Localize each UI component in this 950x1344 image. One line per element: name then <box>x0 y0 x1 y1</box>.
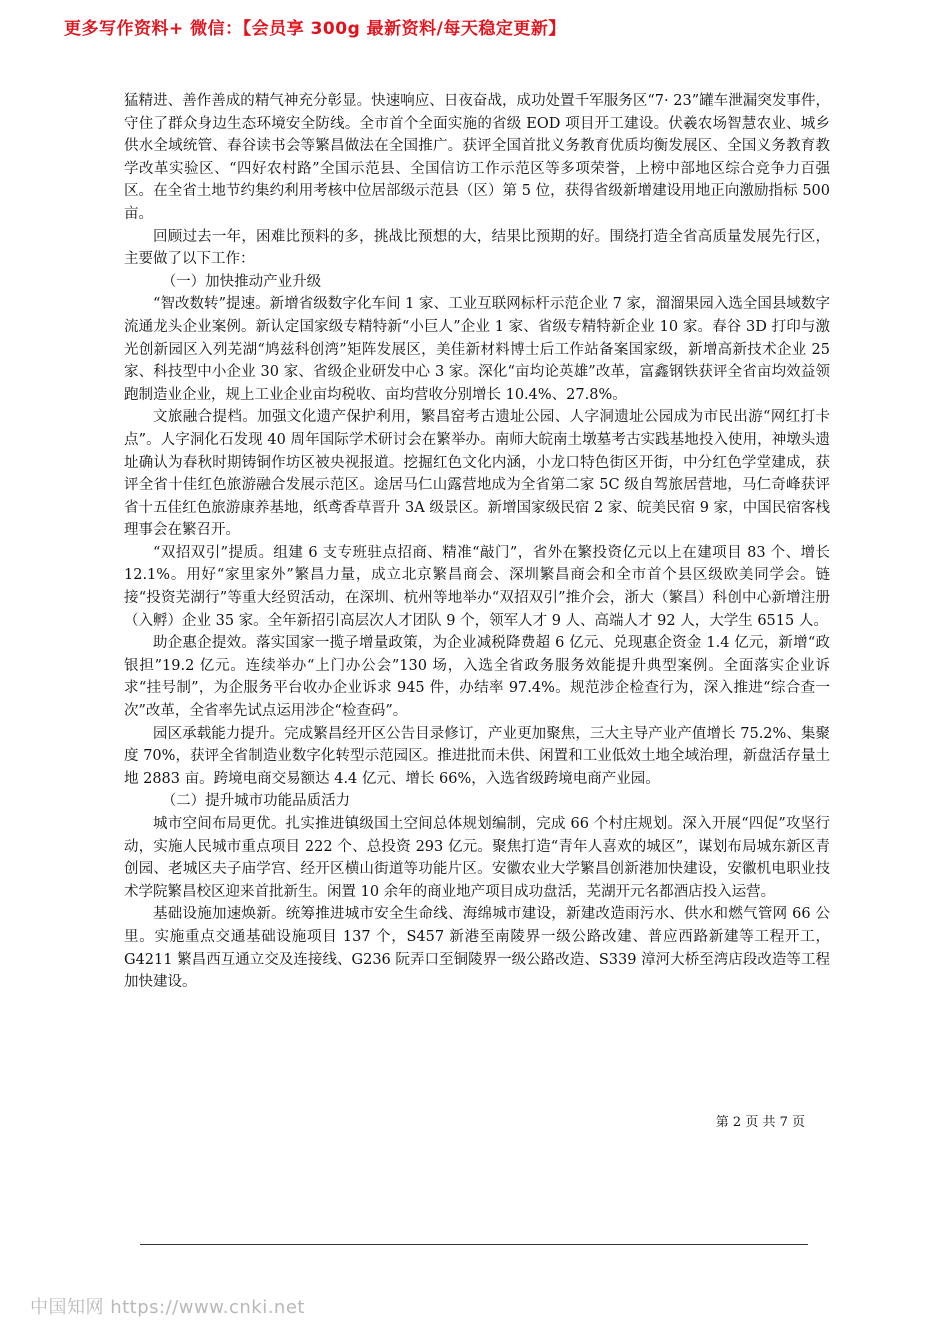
body-paragraph: 城市空间布局更优。扎实推进镇级国土空间总体规划编制，完成 66 个村庄规划。深入开展“四促”攻坚行动，实施人民城市重点项目 222 个、总投资 293 亿元。聚焦打造“青年人喜欢的城区”，谋划布局城东新区青创园、老城区夫子庙学宫、经开区横山街道等功能片区。安徽农业大学繁昌创新港加快建设，安徽机电职业技术学院繁昌校区迎来首批新生。闲置 10 余年的商业地产项目成功盘活，芜湖开元名都酒店投入运营。 <box>124 816 830 900</box>
body-paragraph: 文旅融合提档。加强文化遗产保护利用，繁昌窑考古遗址公园、人字洞遗址公园成为市民出游“网红打卡点”。人字洞化石发现 40 周年国际学术研讨会在繁举办。南师大皖南土墩墓考古实践基地投入使用，神墩头遗址确认为春秋时期铸铜作坊区被央视报道。挖掘红色文化内涵，小龙口特色街区开街，中分红色学堂建成，获评全省十佳红色旅游融合发展示范区。途居马仁山露营地成为全省第二家 5C 级自驾旅居营地，马仁奇峰获评省十五佳红色旅游康养基地，纸鸢香草晋升 3A 级景区。新增国家级民宿 2 家、皖美民宿 9 家，中国民宿客栈理事会在繁召开。 <box>124 409 830 539</box>
body-paragraph: 园区承载能力提升。完成繁昌经开区公告目录修订，产业更加聚焦，三大主导产业产值增长 75.2%、集聚度 70%，获评全省制造业数字化转型示范园区。推进批而未供、闲置和工业低效土地全域治理，新盘活存量土地 2883 亩。跨境电商交易额达 4.4 亿元、增长 66%，入选省级跨境电商产业园。 <box>124 725 830 787</box>
body-paragraph: 回顾过去一年，困难比预料的多，挑战比预想的大，结果比预期的好。围绕打造全省高质量发展先行区，主要做了以下工作： <box>124 228 830 268</box>
body-paragraph: 基础设施加速焕新。统筹推进城市安全生命线、海绵城市建设，新建改造雨污水、供水和燃气管网 66 公里。实施重点交通基础设施项目 137 个，S457 新港至南陵界一级公路改建、普应西路新建等工程开工，G4211 繁昌西互通立交及连接线、G236 阮弄口至铜陵界一级公路改造、S339 漳河大桥至湾店段改造等工程加快建设。 <box>124 906 830 991</box>
section-heading: （二）提升城市功能品质活力 <box>161 793 351 810</box>
body-paragraph: “智改数转”提速。新增省级数字化车间 1 家、工业互联网标杆示范企业 7 家，溜溜果园入选全国县域数字流通龙头企业案例。新认定国家级专精特新“小巨人”企业 1 家、省级专精特新企业 10 家。春谷 3D 打印与激光创新园区入列芜湖“鸠兹科创湾”矩阵发展区，美佳新材料博士后工作站备案国家级，新增高新技术企业 25 家、科技型中小企业 30 家、省级企业研发中心 3 家。深化“亩均论英雄”改革，富鑫钢铁获评全省亩均效益领跑制造业企业，规上工业企业亩均税收、亩均营收分别增长 10.4%、27.8%。 <box>124 296 830 403</box>
document-body <box>124 90 830 994</box>
page-number: 第 2 页 共 7 页 <box>715 1115 805 1130</box>
footer-divider <box>140 1244 808 1245</box>
section-heading: （一）加快推动产业升级 <box>161 273 322 290</box>
body-paragraph: 猛精进、善作善成的精气神充分彰显。快速响应、日夜奋战，成功处置千军服务区“7· 23”罐车泄漏突发事件，守住了群众身边生态环境安全防线。全市首个全面实施的省级 EOD 项目开工建设。伏羲农场智慧农业、城乡供水全域统管、春谷读书会等繁昌做法在全国推广。获评全国首批义务教育优质均衡发展区、全国义务教育教学改革实验区、“四好农村路”全国示范县、全国信访工作示范区等多项荣誉，上榜中部地区综合竞争力百强区。在全省土地节约集约利用考核中位居部级示范县（区）第 5 位，获得省级新增建设用地正向激励指标 500 亩。 <box>124 93 830 222</box>
promo-banner: 更多写作资料+ 微信：【会员享 300g 最新资料/每天稳定更新】 <box>64 19 566 39</box>
body-paragraph: “双招双引”提质。组建 6 支专班驻点招商、精准“敲门”，省外在繁投资亿元以上在建项目 83 个、增长 12.1%。用好“家里家外”繁昌力量，成立北京繁昌商会、深圳繁昌商会和全市首个县区级欧美同学会。链接“投资芜湖行”等重大经贸活动，在深圳、杭州等地举办“双招双引”推介会，浙大（繁昌）科创中心新增注册（入孵）企业 35 家。全年新招引高层次人才团队 9 个，领军人才 9 人、高端人才 92 人，大学生 6515 人。 <box>124 544 830 629</box>
body-paragraph: 助企惠企提效。落实国家一揽子增量政策，为企业减税降费超 6 亿元、兑现惠企资金 1.4 亿元，新增“政银担”19.2 亿元。连续举办“上门办公会”130 场，入选全省政务服务效能提升典型案例。全面落实企业诉求“挂号制”，为企服务平台收办企业诉求 945 件，办结率 97.4%。规范涉企检查行为，深入推进“综合查一次”改革，全省率先试点运用涉企“检查码”。 <box>124 635 830 720</box>
source-watermark: 中国知网 https://www.cnki.net <box>30 1297 305 1318</box>
